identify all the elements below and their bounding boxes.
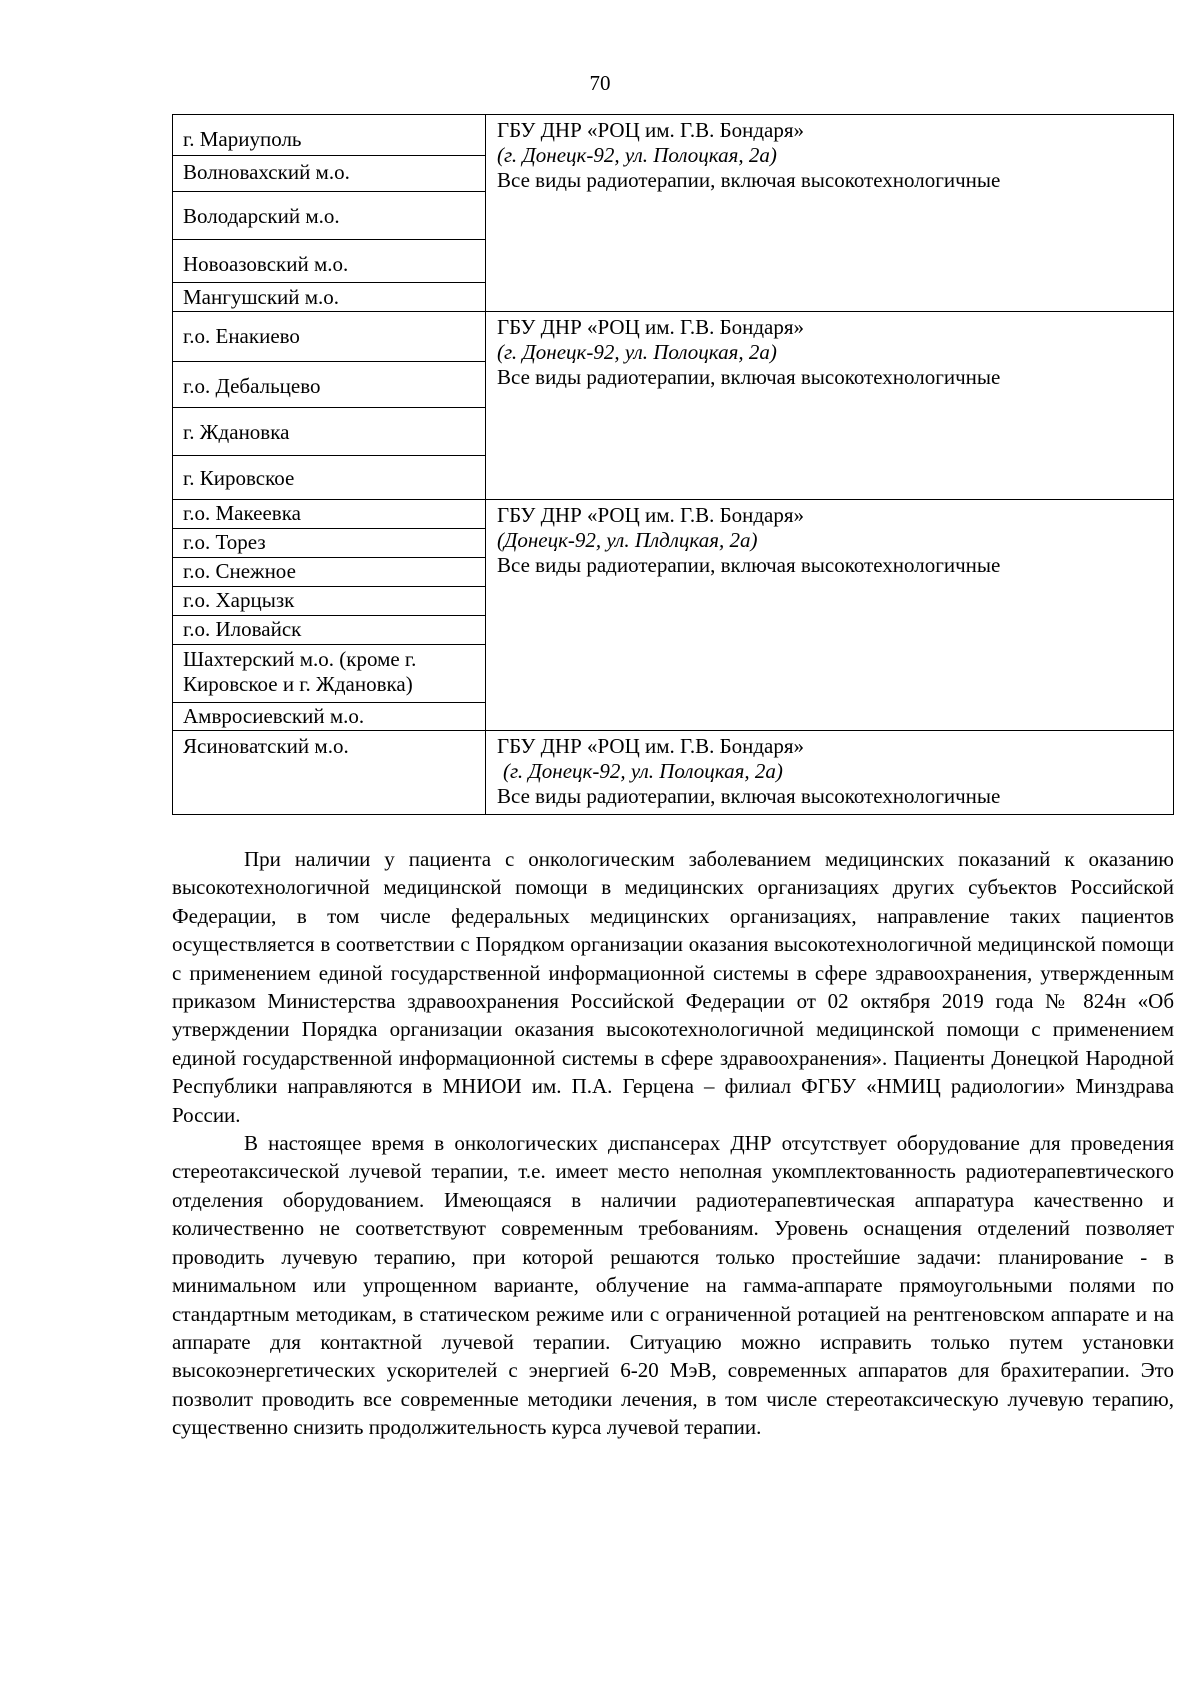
district-cell: Володарский м.о. xyxy=(173,192,486,240)
table-row xyxy=(173,731,1174,815)
district-cell: г.о. Енакиево xyxy=(173,312,486,362)
district-cell: г.о. Снежное xyxy=(173,558,486,587)
org-services: Все виды радиотерапии, включая высокотехнологичные xyxy=(497,365,1001,389)
table-row xyxy=(173,115,1174,156)
table-row xyxy=(173,312,1174,362)
district-cell xyxy=(173,645,486,703)
district-cell: г.о. Макеевка xyxy=(173,500,486,529)
organization-cell xyxy=(486,731,1174,815)
page-number: 70 xyxy=(589,71,611,95)
table-row xyxy=(173,500,1174,529)
paragraph: В настоящее время в онкологических диспансерах ДНР отсутствует оборудование для проведения стереотаксической лучевой терапии, т.е. имеет место неполная укомплектованность радиотерапевтического отделения оборудованием. Имеющаяся в наличии радиотерапевтическая аппаратура качественно и количественно не соответствуют современным требованиям. Уровень оснащения отделений позволяет проводить лучевую терапию, при которой решаются только простейшие задачи: планирование - в минимальном или упрощенном варианте, облучение на гамма-аппарате прямоугольными полями по стандартным методикам, в статическом режиме или с ограниченной ротацией на рентгеновском аппарате и на аппарате для контактной лучевой терапии. Ситуацию можно исправить только путем установки высокоэнергетических ускорителей с энергией 6-20 МэВ, современных аппаратов для брахитерапии. Это позволит проводить все современные методики лечения, в том числе стереотаксическую лучевую терапию, существенно снизить продолжительность курса лучевой терапии. xyxy=(172,1131,1174,1440)
district-cell: г. Мариуполь xyxy=(173,115,486,156)
org-name: ГБУ ДНР «РОЦ им. Г.В. Бондаря» xyxy=(497,503,805,527)
org-address: (г. Донецк-92, ул. Полоцкая, 2а) xyxy=(503,759,783,783)
district-cell: Амвросиевский м.о. xyxy=(173,703,486,731)
district-cell: Мангушский м.о. xyxy=(173,283,486,312)
org-address: (г. Донецк-92, ул. Полоцкая, 2а) xyxy=(497,340,777,364)
district-cell: г.о. Харцызк xyxy=(173,587,486,616)
org-name: ГБУ ДНР «РОЦ им. Г.В. Бондаря» xyxy=(497,315,805,339)
paragraph: При наличии у пациента с онкологическим заболеванием медицинских показаний к оказанию высокотехнологичной медицинской помощи в медицинских организациях других субъектов Российской Федерации, в том числе федеральных медицинских организациях, направление таких пациентов осуществляется в соответствии с Порядком организации оказания высокотехнологичной медицинской помощи с применением единой государственной информационной системы в сфере здравоохранения, утвержденным приказом Министерства здравоохранения Российской Федерации от 02 октября 2019 года № 824н «Об утверждении Порядка организации оказания высокотехнологичной медицинской помощи с применением единой государственной информационной системы в сфере здравоохранения». Пациенты Донецкой Народной Республики направляются в МНИОИ им. П.А. Герцена – филиал ФГБУ «НМИЦ радиологии» Минздрава России. xyxy=(172,847,1174,1127)
org-services: Все виды радиотерапии, включая высокотехнологичные xyxy=(497,168,1001,192)
district-cell: г. Ждановка xyxy=(173,408,486,456)
org-name: ГБУ ДНР «РОЦ им. Г.В. Бондаря» xyxy=(497,734,805,758)
districts-table xyxy=(172,114,1174,815)
org-services: Все виды радиотерапии, включая высокотехнологичные xyxy=(497,553,1001,577)
org-services: Все виды радиотерапии, включая высокотехнологичные xyxy=(497,784,1001,808)
district-cell: г.о. Дебальцево xyxy=(173,362,486,408)
district-cell: Волновахский м.о. xyxy=(173,156,486,192)
district-line: Кировское и г. Ждановка) xyxy=(183,672,413,696)
district-cell: г.о. Торез xyxy=(173,529,486,558)
district-line: Шахтерский м.о. (кроме г. xyxy=(183,647,417,671)
org-name: ГБУ ДНР «РОЦ им. Г.В. Бондаря» xyxy=(497,118,805,142)
district-cell: г. Кировское xyxy=(173,456,486,500)
org-address: (г. Донецк-92, ул. Полоцкая, 2а) xyxy=(497,143,777,167)
district-cell: г.о. Иловайск xyxy=(173,616,486,645)
district-cell: Ясиноватский м.о. xyxy=(173,731,486,815)
organization-cell xyxy=(486,312,1174,500)
district-cell: Новоазовский м.о. xyxy=(173,240,486,283)
organization-cell xyxy=(486,115,1174,312)
body-text xyxy=(172,845,1174,1442)
organization-cell xyxy=(486,500,1174,731)
org-address: (Донецк-92, ул. Плдлцкая, 2а) xyxy=(497,528,758,552)
